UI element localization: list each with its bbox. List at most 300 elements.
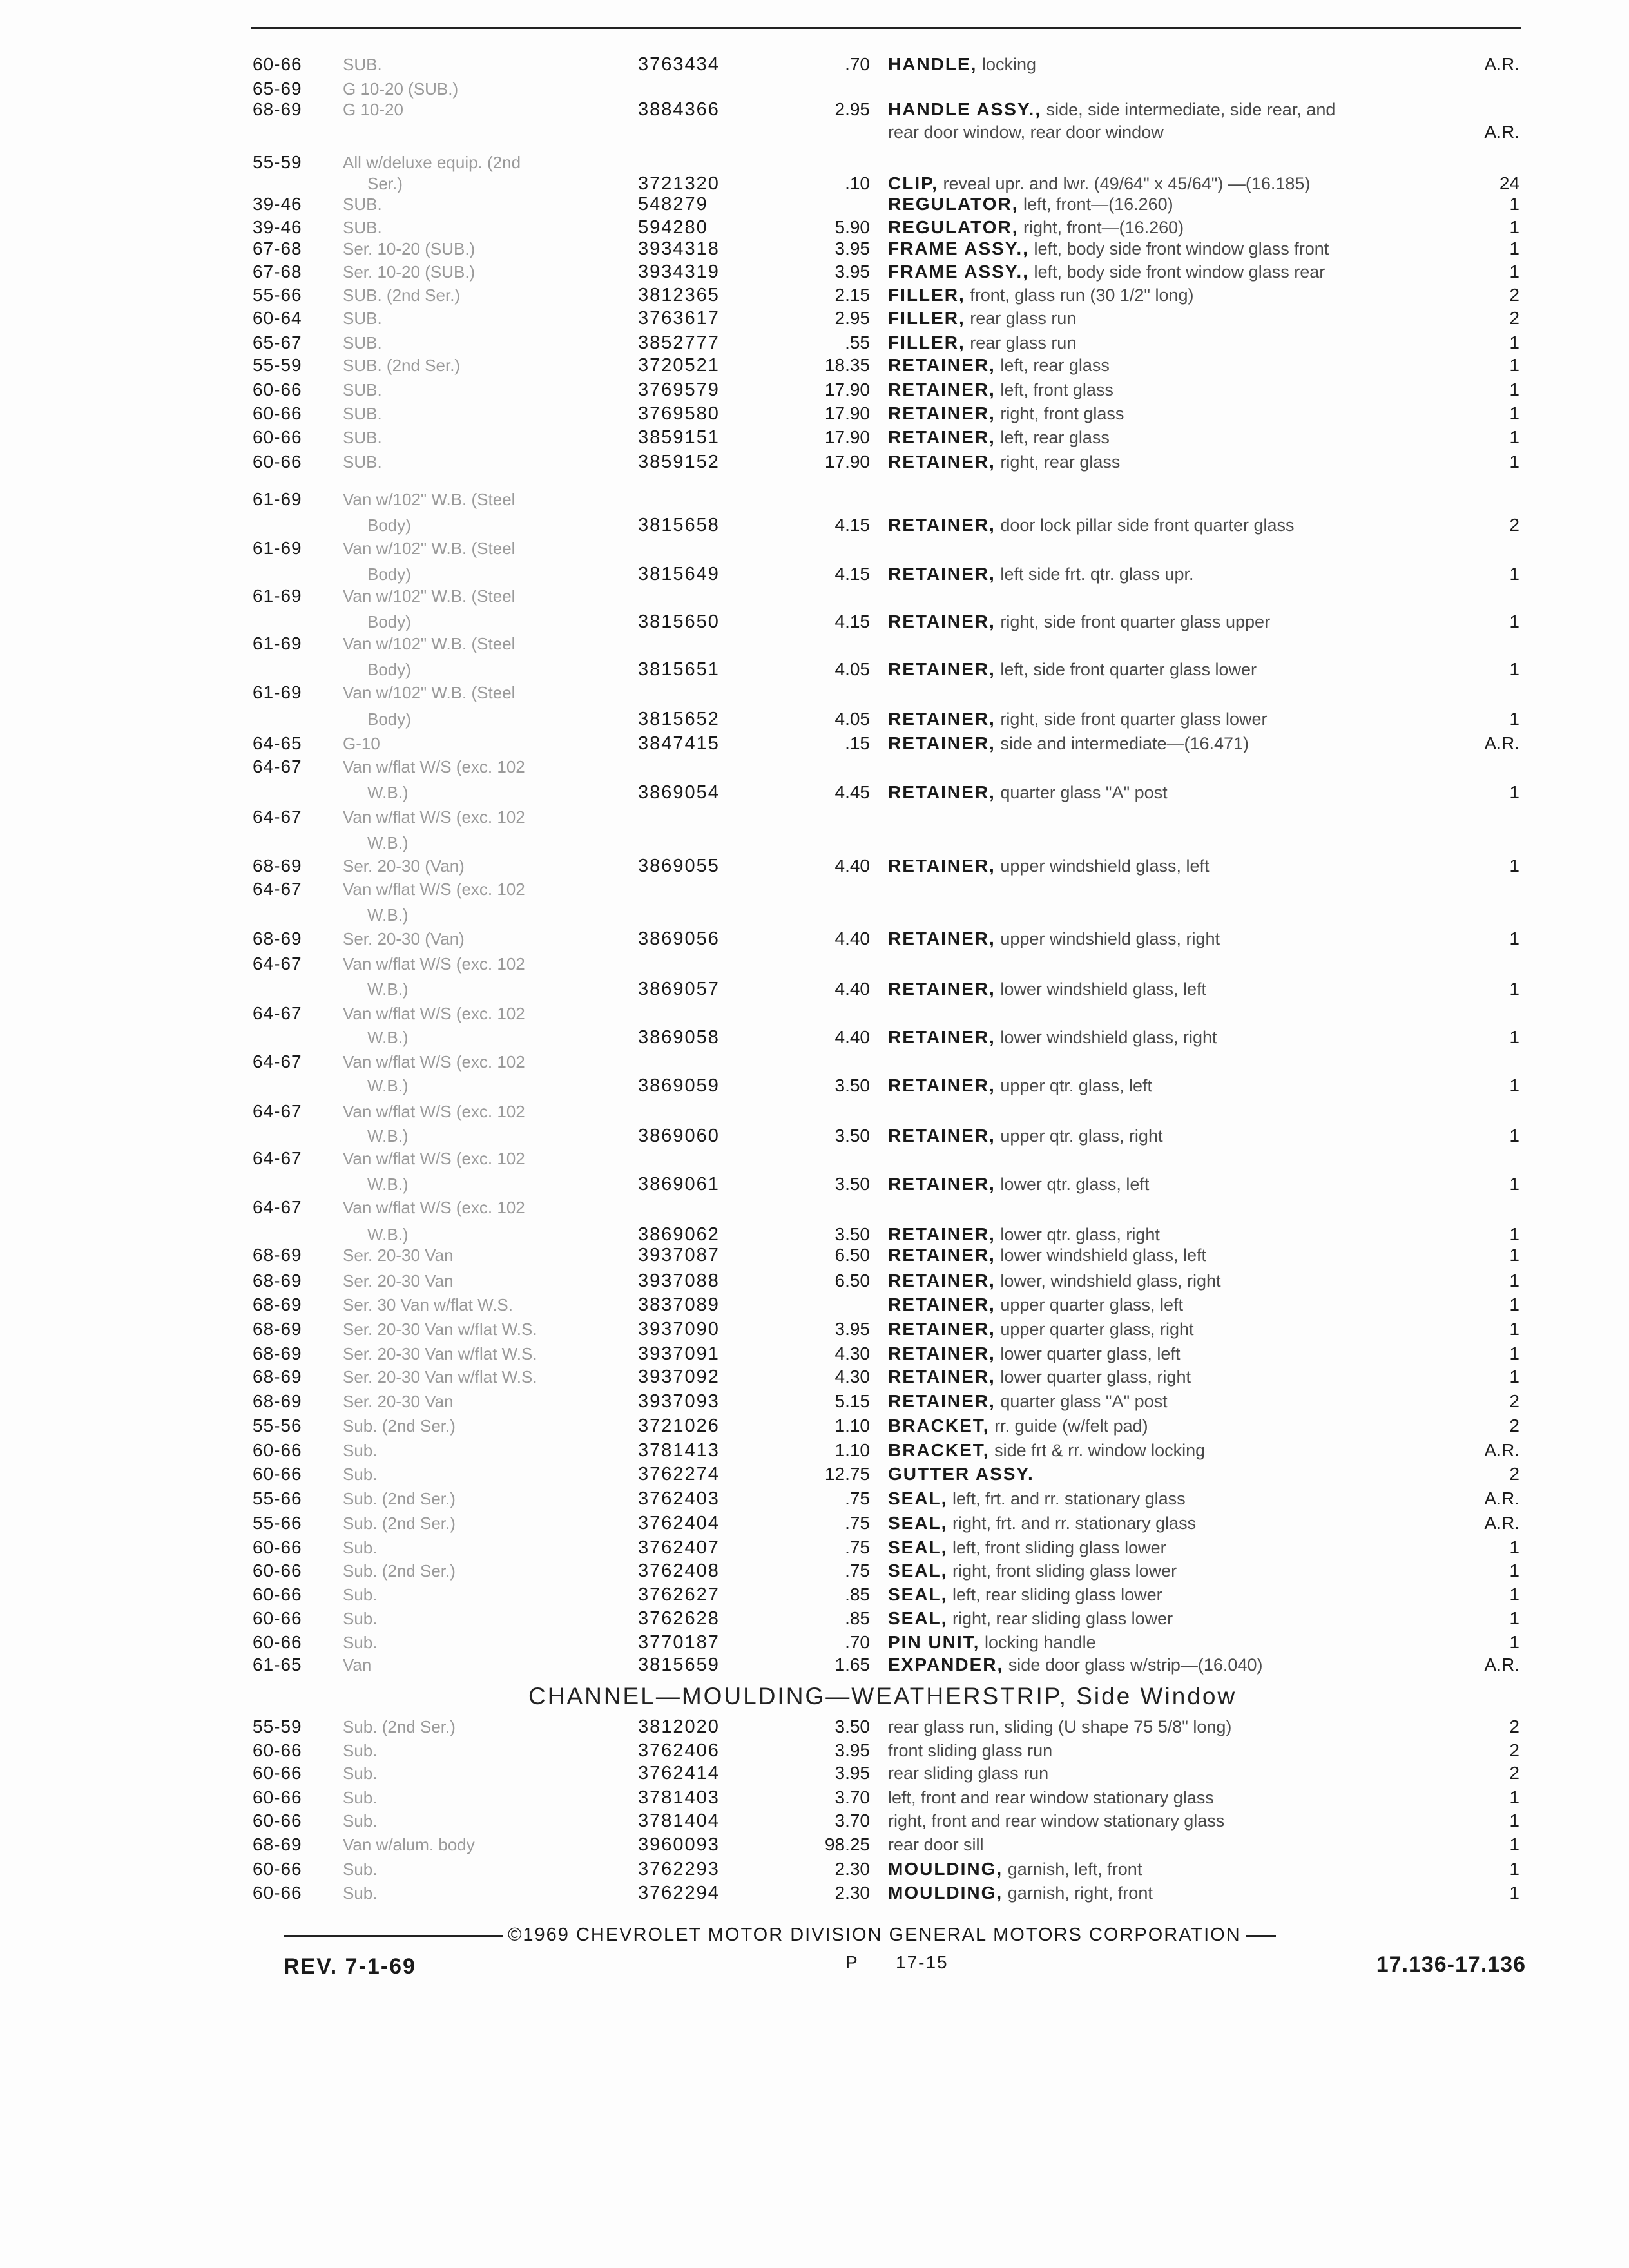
- quantity: A.R.: [1484, 54, 1519, 74]
- part-name: RETAINER,: [888, 1391, 996, 1411]
- model-years: 60-66: [253, 1464, 302, 1484]
- part-name: SEAL,: [888, 1584, 948, 1604]
- price: .85: [845, 1608, 870, 1628]
- quantity: 2: [1509, 1391, 1519, 1411]
- application: Sub. (2nd Ser.): [343, 1514, 456, 1533]
- price: .75: [845, 1488, 870, 1508]
- application: Ser. 30 Van w/flat W.S.: [343, 1295, 513, 1314]
- part-name: RETAINER,: [888, 782, 996, 802]
- price: .75: [845, 1537, 870, 1557]
- model-years: 68-69: [253, 1367, 302, 1387]
- model-years: 68-69: [253, 99, 302, 119]
- page-number: 17-15: [896, 1952, 949, 1972]
- model-years: 64-67: [253, 1101, 302, 1121]
- quantity: 1: [1509, 427, 1519, 447]
- footer-copyright: ©1969 CHEVROLET MOTOR DIVISION GENERAL MOTORS CORPORATION: [503, 1925, 1246, 1946]
- model-years: 64-67: [253, 954, 302, 974]
- part-name: EXPANDER,: [888, 1655, 1004, 1675]
- model-years: 65-69: [253, 79, 302, 99]
- price: 3.50: [834, 1716, 870, 1736]
- price: 3.50: [834, 1075, 870, 1095]
- application: Van w/alum. body: [343, 1835, 475, 1854]
- application: Ser. 10-20 (SUB.): [343, 262, 476, 282]
- quantity: 2: [1509, 1716, 1519, 1736]
- part-number: 3720521: [638, 355, 720, 376]
- part-number: 3815649: [638, 564, 720, 584]
- part-row: [0, 1785, 1629, 1811]
- part-name: GUTTER ASSY.: [888, 1464, 1034, 1484]
- part-detail: upper qtr. glass, right: [995, 1126, 1163, 1146]
- price: 2.30: [834, 1883, 870, 1903]
- model-years: 64-65: [253, 733, 302, 753]
- application-continued: W.B.): [367, 1175, 409, 1194]
- part-detail: quarter glass "A" post: [995, 1392, 1168, 1411]
- part-number: 3762408: [638, 1561, 720, 1581]
- part-detail: lower quarter glass, left: [995, 1344, 1181, 1363]
- application: Sub.: [343, 1441, 378, 1460]
- model-years: 60-66: [253, 1811, 302, 1831]
- application: Van w/flat W/S (exc. 102: [343, 807, 525, 827]
- part-name: RETAINER,: [888, 1343, 996, 1363]
- part-name: RETAINER,: [888, 380, 996, 399]
- part-detail: right, side front quarter glass lower: [995, 709, 1268, 729]
- quantity: 1: [1509, 355, 1519, 375]
- price: 17.90: [824, 452, 870, 472]
- part-detail: side and intermediate—(16.471): [995, 734, 1249, 753]
- model-years: 64-67: [253, 807, 302, 827]
- price: 4.05: [834, 659, 870, 679]
- quantity: 1: [1509, 403, 1519, 423]
- quantity: 2: [1509, 1763, 1519, 1783]
- application: G 10-20 (SUB.): [343, 79, 459, 99]
- part-name: FRAME ASSY.,: [888, 238, 1029, 258]
- part-row: [0, 1760, 1629, 1786]
- part-name: HANDLE ASSY.,: [888, 99, 1042, 119]
- part-name: FILLER,: [888, 285, 965, 305]
- application: Van w/flat W/S (exc. 102: [343, 1198, 525, 1217]
- part-detail: garnish, right, front: [1003, 1883, 1153, 1903]
- quantity: 1: [1509, 1174, 1519, 1194]
- part-number: 3859152: [638, 452, 720, 472]
- price: 1.65: [834, 1655, 870, 1675]
- part-number: 594280: [638, 217, 708, 238]
- application: SUB.: [343, 195, 382, 214]
- part-detail: rear door sill: [888, 1835, 984, 1854]
- quantity: 1: [1509, 1343, 1519, 1363]
- quantity: 1: [1509, 194, 1519, 214]
- part-number: 3762274: [638, 1464, 720, 1485]
- model-years: 60-66: [253, 1787, 302, 1807]
- part-number: 3769580: [638, 403, 720, 424]
- application: Sub.: [343, 1860, 378, 1879]
- part-number: 3960093: [638, 1834, 720, 1855]
- part-detail: left, rear sliding glass lower: [947, 1585, 1162, 1604]
- application: Sub. (2nd Ser.): [343, 1489, 456, 1508]
- price: 17.90: [824, 403, 870, 423]
- price: 3.50: [834, 1126, 870, 1146]
- quantity: 1: [1509, 709, 1519, 729]
- part-number: 3762294: [638, 1883, 720, 1903]
- part-number: 3815651: [638, 659, 720, 680]
- part-number: 3763434: [638, 54, 720, 75]
- part-name: RETAINER,: [888, 979, 996, 999]
- model-years: 64-67: [253, 756, 302, 776]
- part-detail: quarter glass "A" post: [995, 783, 1168, 802]
- model-years: 68-69: [253, 1391, 302, 1411]
- application: Ser. 20-30 Van w/flat W.S.: [343, 1367, 537, 1387]
- price: 6.50: [834, 1271, 870, 1291]
- application: Ser. 20-30 Van: [343, 1245, 454, 1265]
- part-detail: lower quarter glass, right: [995, 1367, 1191, 1387]
- quantity: 1: [1509, 262, 1519, 282]
- price: 4.40: [834, 1027, 870, 1047]
- application: All w/deluxe equip. (2nd: [343, 153, 521, 172]
- model-years: 60-66: [253, 380, 302, 399]
- application: Van w/102" W.B. (Steel: [343, 490, 516, 509]
- quantity: A.R.: [1484, 122, 1519, 142]
- part-row: [0, 1714, 1629, 1740]
- part-number: 3937088: [638, 1271, 720, 1291]
- part-number: 3869057: [638, 979, 720, 999]
- model-years: 60-66: [253, 1440, 302, 1460]
- application: Van w/102" W.B. (Steel: [343, 539, 516, 558]
- application-continued: W.B.): [367, 1028, 409, 1047]
- part-name: REGULATOR,: [888, 217, 1019, 237]
- quantity: 1: [1509, 1319, 1519, 1339]
- application-continued: Body): [367, 564, 411, 584]
- price: 17.90: [824, 427, 870, 447]
- application: Van w/flat W/S (exc. 102: [343, 954, 525, 974]
- part-name: MOULDING,: [888, 1883, 1003, 1903]
- model-years: 68-69: [253, 856, 302, 876]
- application: Sub. (2nd Ser.): [343, 1561, 456, 1581]
- part-number: 3762403: [638, 1488, 720, 1509]
- model-years: 55-66: [253, 1488, 302, 1508]
- part-detail: locking handle: [979, 1633, 1096, 1652]
- part-number: 3763617: [638, 308, 720, 329]
- price: 4.15: [834, 564, 870, 584]
- application: SUB. (2nd Ser.): [343, 356, 461, 375]
- application-continued: W.B.): [367, 833, 409, 852]
- application-continued: Body): [367, 660, 411, 679]
- quantity: 1: [1509, 1811, 1519, 1831]
- model-years: 39-46: [253, 217, 302, 237]
- quantity: 2: [1509, 308, 1519, 328]
- part-detail: upper qtr. glass, left: [995, 1076, 1152, 1095]
- model-years: 65-67: [253, 332, 302, 352]
- model-years: 68-69: [253, 1271, 302, 1291]
- part-name: RETAINER,: [888, 355, 996, 375]
- application: Van w/flat W/S (exc. 102: [343, 1052, 525, 1072]
- part-detail: right, front—(16.260): [1018, 218, 1184, 237]
- quantity: 1: [1509, 1608, 1519, 1628]
- quantity: 1: [1509, 452, 1519, 472]
- part-number: 3812365: [638, 285, 720, 305]
- part-number: 3937087: [638, 1245, 720, 1265]
- application-continued: Ser.): [367, 174, 403, 193]
- part-number: 3762406: [638, 1740, 720, 1761]
- model-years: 68-69: [253, 1319, 302, 1339]
- part-name: RETAINER,: [888, 659, 996, 679]
- part-number: 3812020: [638, 1716, 720, 1737]
- part-description: [888, 1832, 984, 1858]
- price: 5.15: [834, 1391, 870, 1411]
- price: 3.70: [834, 1787, 870, 1807]
- quantity: A.R.: [1484, 1440, 1519, 1460]
- part-detail: left side frt. qtr. glass upr.: [995, 564, 1194, 584]
- quantity: 1: [1509, 1367, 1519, 1387]
- part-detail: left, side front quarter glass lower: [995, 660, 1257, 679]
- price: .85: [845, 1584, 870, 1604]
- price: 6.50: [834, 1245, 870, 1265]
- price: 3.95: [834, 1740, 870, 1760]
- application: Sub.: [343, 1811, 378, 1831]
- part-number: 3869055: [638, 856, 720, 876]
- part-name: RETAINER,: [888, 709, 996, 729]
- quantity: 1: [1509, 856, 1519, 876]
- model-years: 68-69: [253, 1245, 302, 1265]
- part-number: 3815658: [638, 515, 720, 535]
- part-name: RETAINER,: [888, 1224, 996, 1244]
- model-years: 68-69: [253, 1343, 302, 1363]
- model-years: 68-69: [253, 928, 302, 948]
- application-continued: Body): [367, 612, 411, 631]
- price: 3.95: [834, 262, 870, 282]
- application: Sub.: [343, 1538, 378, 1557]
- part-name: RETAINER,: [888, 1294, 996, 1314]
- part-name: RETAINER,: [888, 1126, 996, 1146]
- part-number: 3869060: [638, 1126, 720, 1146]
- model-years: 55-59: [253, 1716, 302, 1736]
- part-number: 3847415: [638, 733, 720, 754]
- part-detail: left, front and rear window stationary glass: [888, 1788, 1214, 1807]
- quantity: 1: [1509, 979, 1519, 999]
- part-number: 3781403: [638, 1787, 720, 1808]
- model-years: 64-67: [253, 1148, 302, 1168]
- part-name: HANDLE,: [888, 54, 978, 74]
- model-years: 64-67: [253, 1003, 302, 1023]
- part-number: 3762407: [638, 1537, 720, 1558]
- part-number: 3869058: [638, 1027, 720, 1048]
- model-years: 60-64: [253, 308, 302, 328]
- price: 4.30: [834, 1367, 870, 1387]
- model-years: 60-66: [253, 1632, 302, 1652]
- price: 3.70: [834, 1811, 870, 1831]
- model-years: 60-66: [253, 1740, 302, 1760]
- part-detail: door lock pillar side front quarter glass: [995, 515, 1295, 535]
- part-number: 3721320: [638, 173, 720, 194]
- part-detail: locking: [977, 55, 1036, 74]
- part-detail: rear sliding glass run: [888, 1763, 1049, 1783]
- model-years: 39-46: [253, 194, 302, 214]
- model-years: 60-66: [253, 1859, 302, 1879]
- part-description: [888, 1785, 1214, 1811]
- part-detail: front, glass run (30 1/2" long): [965, 285, 1194, 305]
- part-row: [0, 1880, 1629, 1906]
- part-detail: side, side intermediate, side rear, and: [1041, 100, 1336, 119]
- price: 1.10: [834, 1416, 870, 1436]
- part-name: SEAL,: [888, 1513, 948, 1533]
- price: .55: [845, 332, 870, 352]
- part-detail: upper windshield glass, right: [995, 929, 1220, 948]
- part-name: RETAINER,: [888, 403, 996, 423]
- price: .70: [845, 1632, 870, 1652]
- application: Sub.: [343, 1633, 378, 1652]
- model-years: 55-59: [253, 355, 302, 375]
- part-detail: left, body side front window glass rear: [1029, 262, 1325, 282]
- application: SUB.: [343, 218, 382, 237]
- part-name: RETAINER,: [888, 1245, 996, 1265]
- model-years: 60-66: [253, 452, 302, 472]
- quantity: 1: [1509, 1787, 1519, 1807]
- model-years: 64-67: [253, 1052, 302, 1072]
- model-years: 68-69: [253, 1294, 302, 1314]
- part-name: RETAINER,: [888, 1174, 996, 1194]
- quantity: A.R.: [1484, 1655, 1519, 1675]
- part-name: SEAL,: [888, 1561, 948, 1581]
- application: Van w/102" W.B. (Steel: [343, 683, 516, 702]
- section-heading: CHANNEL—MOULDING—WEATHERSTRIP, Side Window: [528, 1683, 1237, 1709]
- application: Sub. (2nd Ser.): [343, 1416, 456, 1436]
- quantity: 1: [1509, 1584, 1519, 1604]
- part-detail: left, front sliding glass lower: [947, 1538, 1166, 1557]
- part-detail: lower qtr. glass, right: [995, 1225, 1160, 1244]
- price: 5.90: [834, 217, 870, 237]
- part-description: [888, 1880, 1153, 1906]
- part-detail: right, side front quarter glass upper: [995, 612, 1271, 631]
- application: Ser. 20-30 Van: [343, 1271, 454, 1291]
- part-row: [0, 1738, 1629, 1763]
- application: Ser. 20-30 (Van): [343, 856, 465, 876]
- price: 2.95: [834, 99, 870, 119]
- part-detail: rear glass run: [965, 333, 1077, 352]
- part-row: [0, 1832, 1629, 1858]
- application: Sub.: [343, 1883, 378, 1903]
- price: .75: [845, 1561, 870, 1581]
- part-name: FILLER,: [888, 332, 965, 352]
- part-detail: right, front glass: [995, 404, 1124, 423]
- part-name: RETAINER,: [888, 733, 996, 753]
- quantity: 2: [1509, 515, 1519, 535]
- part-name: RETAINER,: [888, 1271, 996, 1291]
- quantity: 1: [1509, 238, 1519, 258]
- part-name: RETAINER,: [888, 1367, 996, 1387]
- application-continued: Body): [367, 515, 411, 535]
- part-detail: side door glass w/strip—(16.040): [1003, 1655, 1263, 1675]
- quantity: 1: [1509, 564, 1519, 584]
- application-continued: W.B.): [367, 979, 409, 999]
- application: Sub.: [343, 1788, 378, 1807]
- group-reference: 17.136-17.136: [1376, 1952, 1526, 1977]
- part-name: RETAINER,: [888, 564, 996, 584]
- part-row: [0, 1856, 1629, 1882]
- part-name: FRAME ASSY.,: [888, 262, 1029, 282]
- part-name: PIN UNIT,: [888, 1632, 980, 1652]
- part-description: [888, 1714, 1231, 1740]
- quantity: 1: [1509, 1834, 1519, 1854]
- part-name: CLIP,: [888, 173, 938, 193]
- part-detail: upper quarter glass, right: [995, 1320, 1194, 1339]
- price: 3.95: [834, 1763, 870, 1783]
- part-detail: rr. guide (w/felt pad): [989, 1416, 1148, 1436]
- quantity: 1: [1509, 782, 1519, 802]
- part-number: 3815652: [638, 709, 720, 729]
- application-continued: W.B.): [367, 783, 409, 802]
- model-years: 55-56: [253, 1416, 302, 1436]
- quantity: 1: [1509, 1271, 1519, 1291]
- part-name: SEAL,: [888, 1608, 948, 1628]
- part-number: 3770187: [638, 1632, 720, 1653]
- quantity: A.R.: [1484, 1513, 1519, 1533]
- part-name: RETAINER,: [888, 1319, 996, 1339]
- application: Ser. 20-30 Van: [343, 1392, 454, 1411]
- revision-date: REV. 7-1-69: [284, 1954, 416, 1979]
- part-detail: garnish, left, front: [1003, 1860, 1142, 1879]
- part-name: SEAL,: [888, 1537, 948, 1557]
- model-years: 61-69: [253, 633, 302, 653]
- part-number: 3869054: [638, 782, 720, 803]
- price: 17.90: [824, 380, 870, 399]
- part-number: 3937093: [638, 1391, 720, 1412]
- part-detail: right, front and rear window stationary glass: [888, 1811, 1225, 1831]
- part-name: RETAINER,: [888, 452, 996, 472]
- model-years: 60-66: [253, 1537, 302, 1557]
- part-name: RETAINER,: [888, 515, 996, 535]
- part-name: RETAINER,: [888, 928, 996, 948]
- part-number: 3934318: [638, 238, 720, 259]
- application-continued: W.B.): [367, 1225, 409, 1244]
- price: .70: [845, 54, 870, 74]
- part-number: 548279: [638, 194, 708, 215]
- quantity: 1: [1509, 1224, 1519, 1244]
- part-detail: rear door window, rear door window: [888, 122, 1164, 142]
- quantity: 2: [1509, 1416, 1519, 1436]
- quantity: 1: [1509, 1027, 1519, 1047]
- price: 2.30: [834, 1859, 870, 1879]
- part-number: 3937092: [638, 1367, 720, 1387]
- quantity: 1: [1509, 1245, 1519, 1265]
- price: 4.40: [834, 856, 870, 876]
- quantity: A.R.: [1484, 733, 1519, 753]
- application-continued: Body): [367, 709, 411, 729]
- application-continued: W.B.): [367, 905, 409, 925]
- model-years: 60-66: [253, 1763, 302, 1783]
- part-name: RETAINER,: [888, 1075, 996, 1095]
- part-detail: front sliding glass run: [888, 1741, 1053, 1760]
- quantity: 2: [1509, 285, 1519, 305]
- quantity: 1: [1509, 1632, 1519, 1652]
- part-number: 3762293: [638, 1859, 720, 1879]
- quantity: 1: [1509, 1883, 1519, 1903]
- quantity: 1: [1509, 1859, 1519, 1879]
- part-number: 3869059: [638, 1075, 720, 1096]
- part-name: REGULATOR,: [888, 194, 1019, 214]
- part-number: 3762627: [638, 1584, 720, 1605]
- price: 18.35: [824, 355, 870, 375]
- part-detail: left, body side front window glass front: [1029, 239, 1329, 258]
- quantity: 1: [1509, 380, 1519, 399]
- part-detail: side frt & rr. window locking: [989, 1441, 1206, 1460]
- model-years: 61-69: [253, 538, 302, 558]
- quantity: 1: [1509, 332, 1519, 352]
- part-detail: left, rear glass: [995, 356, 1110, 375]
- part-number: 3884366: [638, 99, 720, 120]
- part-name: BRACKET,: [888, 1440, 990, 1460]
- price: 2.15: [834, 285, 870, 305]
- application: Van w/flat W/S (exc. 102: [343, 757, 525, 776]
- model-years: 55-66: [253, 285, 302, 305]
- quantity: 1: [1509, 217, 1519, 237]
